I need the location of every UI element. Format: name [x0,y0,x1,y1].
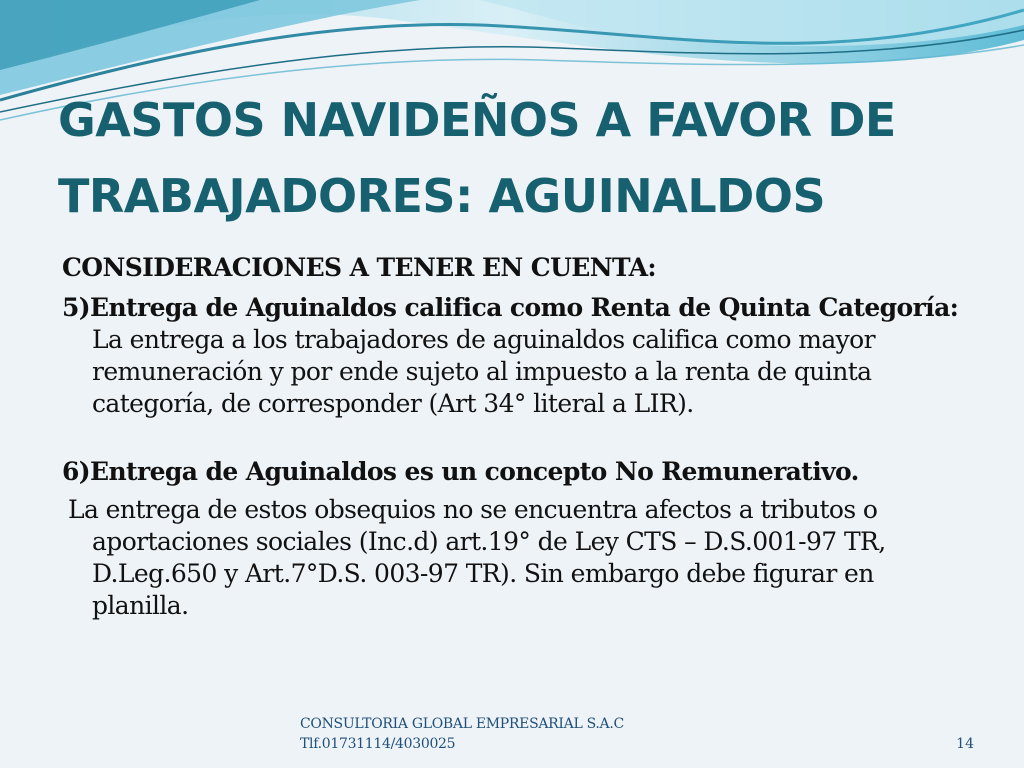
slide-title-line-1: GASTOS NAVIDEÑOS A FAVOR DE [58,93,896,147]
slide-content [62,252,962,622]
footer [300,714,624,754]
item-5-title: 5)Entrega de Aguinaldos califica como Renta de Quinta Categoría: [62,293,959,322]
item-6-title: 6)Entrega de Aguinaldos es un concepto No Remunerativo. [62,457,859,486]
footer-company: CONSULTORIA GLOBAL EMPRESARIAL S.A.C [300,716,624,732]
item-5-body: La entrega a los trabajadores de aguinaldos califica como mayor remuneración y por ende sujeto al impuesto a la renta de quinta categoría, de corresponder (Art 34° literal a LIR). [92,325,875,418]
spacer [62,420,962,456]
slide-title-line-2: TRABAJADORES: AGUINALDOS [58,169,826,223]
item-6-body: La entrega de estos obsequios no se encuentra afectos a tributos o aportaciones sociales (Inc.d) art.19° de Ley CTS – D.S.001-97 TR, D.Leg.650 y Art.7°D.S. 003-97 TR). Sin embargo debe figurar en planilla. [68,495,886,620]
footer-phone: Tlf.01731114/4030025 [300,736,456,752]
slide-title [58,82,998,234]
considerations-heading: CONSIDERACIONES A TENER EN CUENTA: [62,253,657,282]
page-number: 14 [956,736,974,752]
